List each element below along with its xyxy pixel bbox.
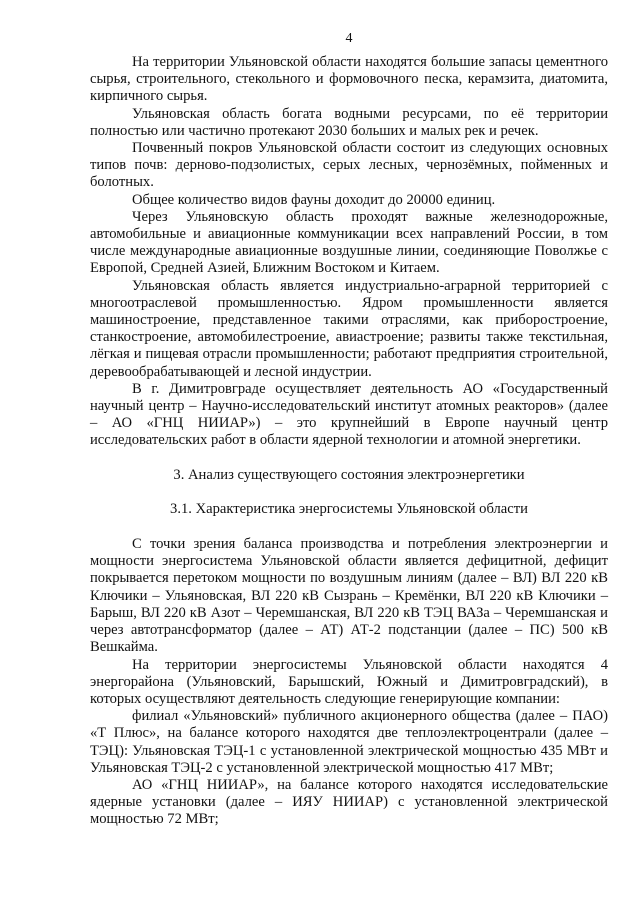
page-number: 4 (345, 31, 353, 46)
paragraph-transport: Через Ульяновскую область проходят важные железнодорожные, автомобильные и авиационные коммуникации всех направлений России, в том числе международные авиационные воздушные линии, соединяющие Поволжье с Европой, Средней Азией, Ближним Востоком и Китаем. (90, 208, 608, 277)
paragraph-mineral-resources: На территории Ульяновской области находятся большие запасы цементного сырья, строительного, стекольного и формовочного песка, керамзита, диатомита, кирпичного сырья. (90, 54, 608, 105)
paragraph-fauna: Общее количество видов фауны доходит до 20000 единиц. (132, 191, 496, 208)
subsection-heading: 3.1. Характеристика энергосистемы Ульяновской области (170, 500, 528, 517)
paragraph-research-center: В г. Димитровграде осуществляет деятельность АО «Государственный научный центр – Научно-исследовательский институт атомных реакторов» (далее – АО «ГНЦ НИИАР») – это крупнейший в Европе научный центр исследовательских работ в области ядерной технологии и атомной энергетики. (90, 380, 608, 449)
paragraph-industry: Ульяновская область является индустриально-аграрной территорией с многоотраслевой промышленностью. Ядром промышленности является машиностроение, представленное такими отраслями, как приборостроение, станкостроение, автомобилестроение, авиастроение; развиты также текстильная, лёгкая и пищевая отрасли промышленности; работают предприятия строительной, деревообрабатывающей и лесной индустрии. (90, 277, 608, 380)
paragraph-energy-districts: На территории энергосистемы Ульяновской области находятся 4 энергорайона (Ульяновский, Барышский, Южный и Димитровградский), в которых осуществляют деятельность следующие генерирующие компании: (90, 656, 608, 707)
section-heading: 3. Анализ существующего состояния электроэнергетики (173, 466, 525, 483)
paragraph-t-plus-branch: филиал «Ульяновский» публичного акционерного общества (далее – ПАО) «Т Плюс», на балансе которого находятся две теплоэлектроцентрали (далее – ТЭЦ): Ульяновская ТЭЦ-1 с установленной электрической мощностью 435 МВт и Ульяновская ТЭЦ-2 с установленной электрической мощностью 417 МВт; (90, 708, 608, 776)
paragraph-energy-balance: С точки зрения баланса производства и потребления электроэнергии и мощности энергосистема Ульяновской области является дефицитной, дефицит покрывается перетоком мощности по воздушным линиям (далее – ВЛ) ВЛ 220 кВ Ключики – Ульяновская, ВЛ 220 кВ Сызрань – Кремёнки, ВЛ 220 кВ Ключики – Барыш, ВЛ 220 кВ Азот – Черемшанская, ВЛ 220 кВ ТЭЦ ВАЗа – Черемшанская и через автотрансформатор (далее – АТ) АТ-2 подстанции (далее – ПС) 500 кВ Вешкайма. (90, 536, 608, 656)
paragraph-soil-cover: Почвенный покров Ульяновской области состоит из следующих основных типов почв: дерново-подзолистых, серых лесных, чернозёмных, пойменных и болотных. (90, 140, 608, 191)
paragraph-water-resources: Ульяновская область богата водными ресурсами, по её территории полностью или частично протекают 2030 больших и малых рек и речек. (90, 105, 608, 139)
paragraph-niiar-reactors: АО «ГНЦ НИИАР», на балансе которого находятся исследовательские ядерные установки (далее – ИЯУ НИИАР) с установленной электрической мощностью 72 МВт; (90, 776, 608, 828)
